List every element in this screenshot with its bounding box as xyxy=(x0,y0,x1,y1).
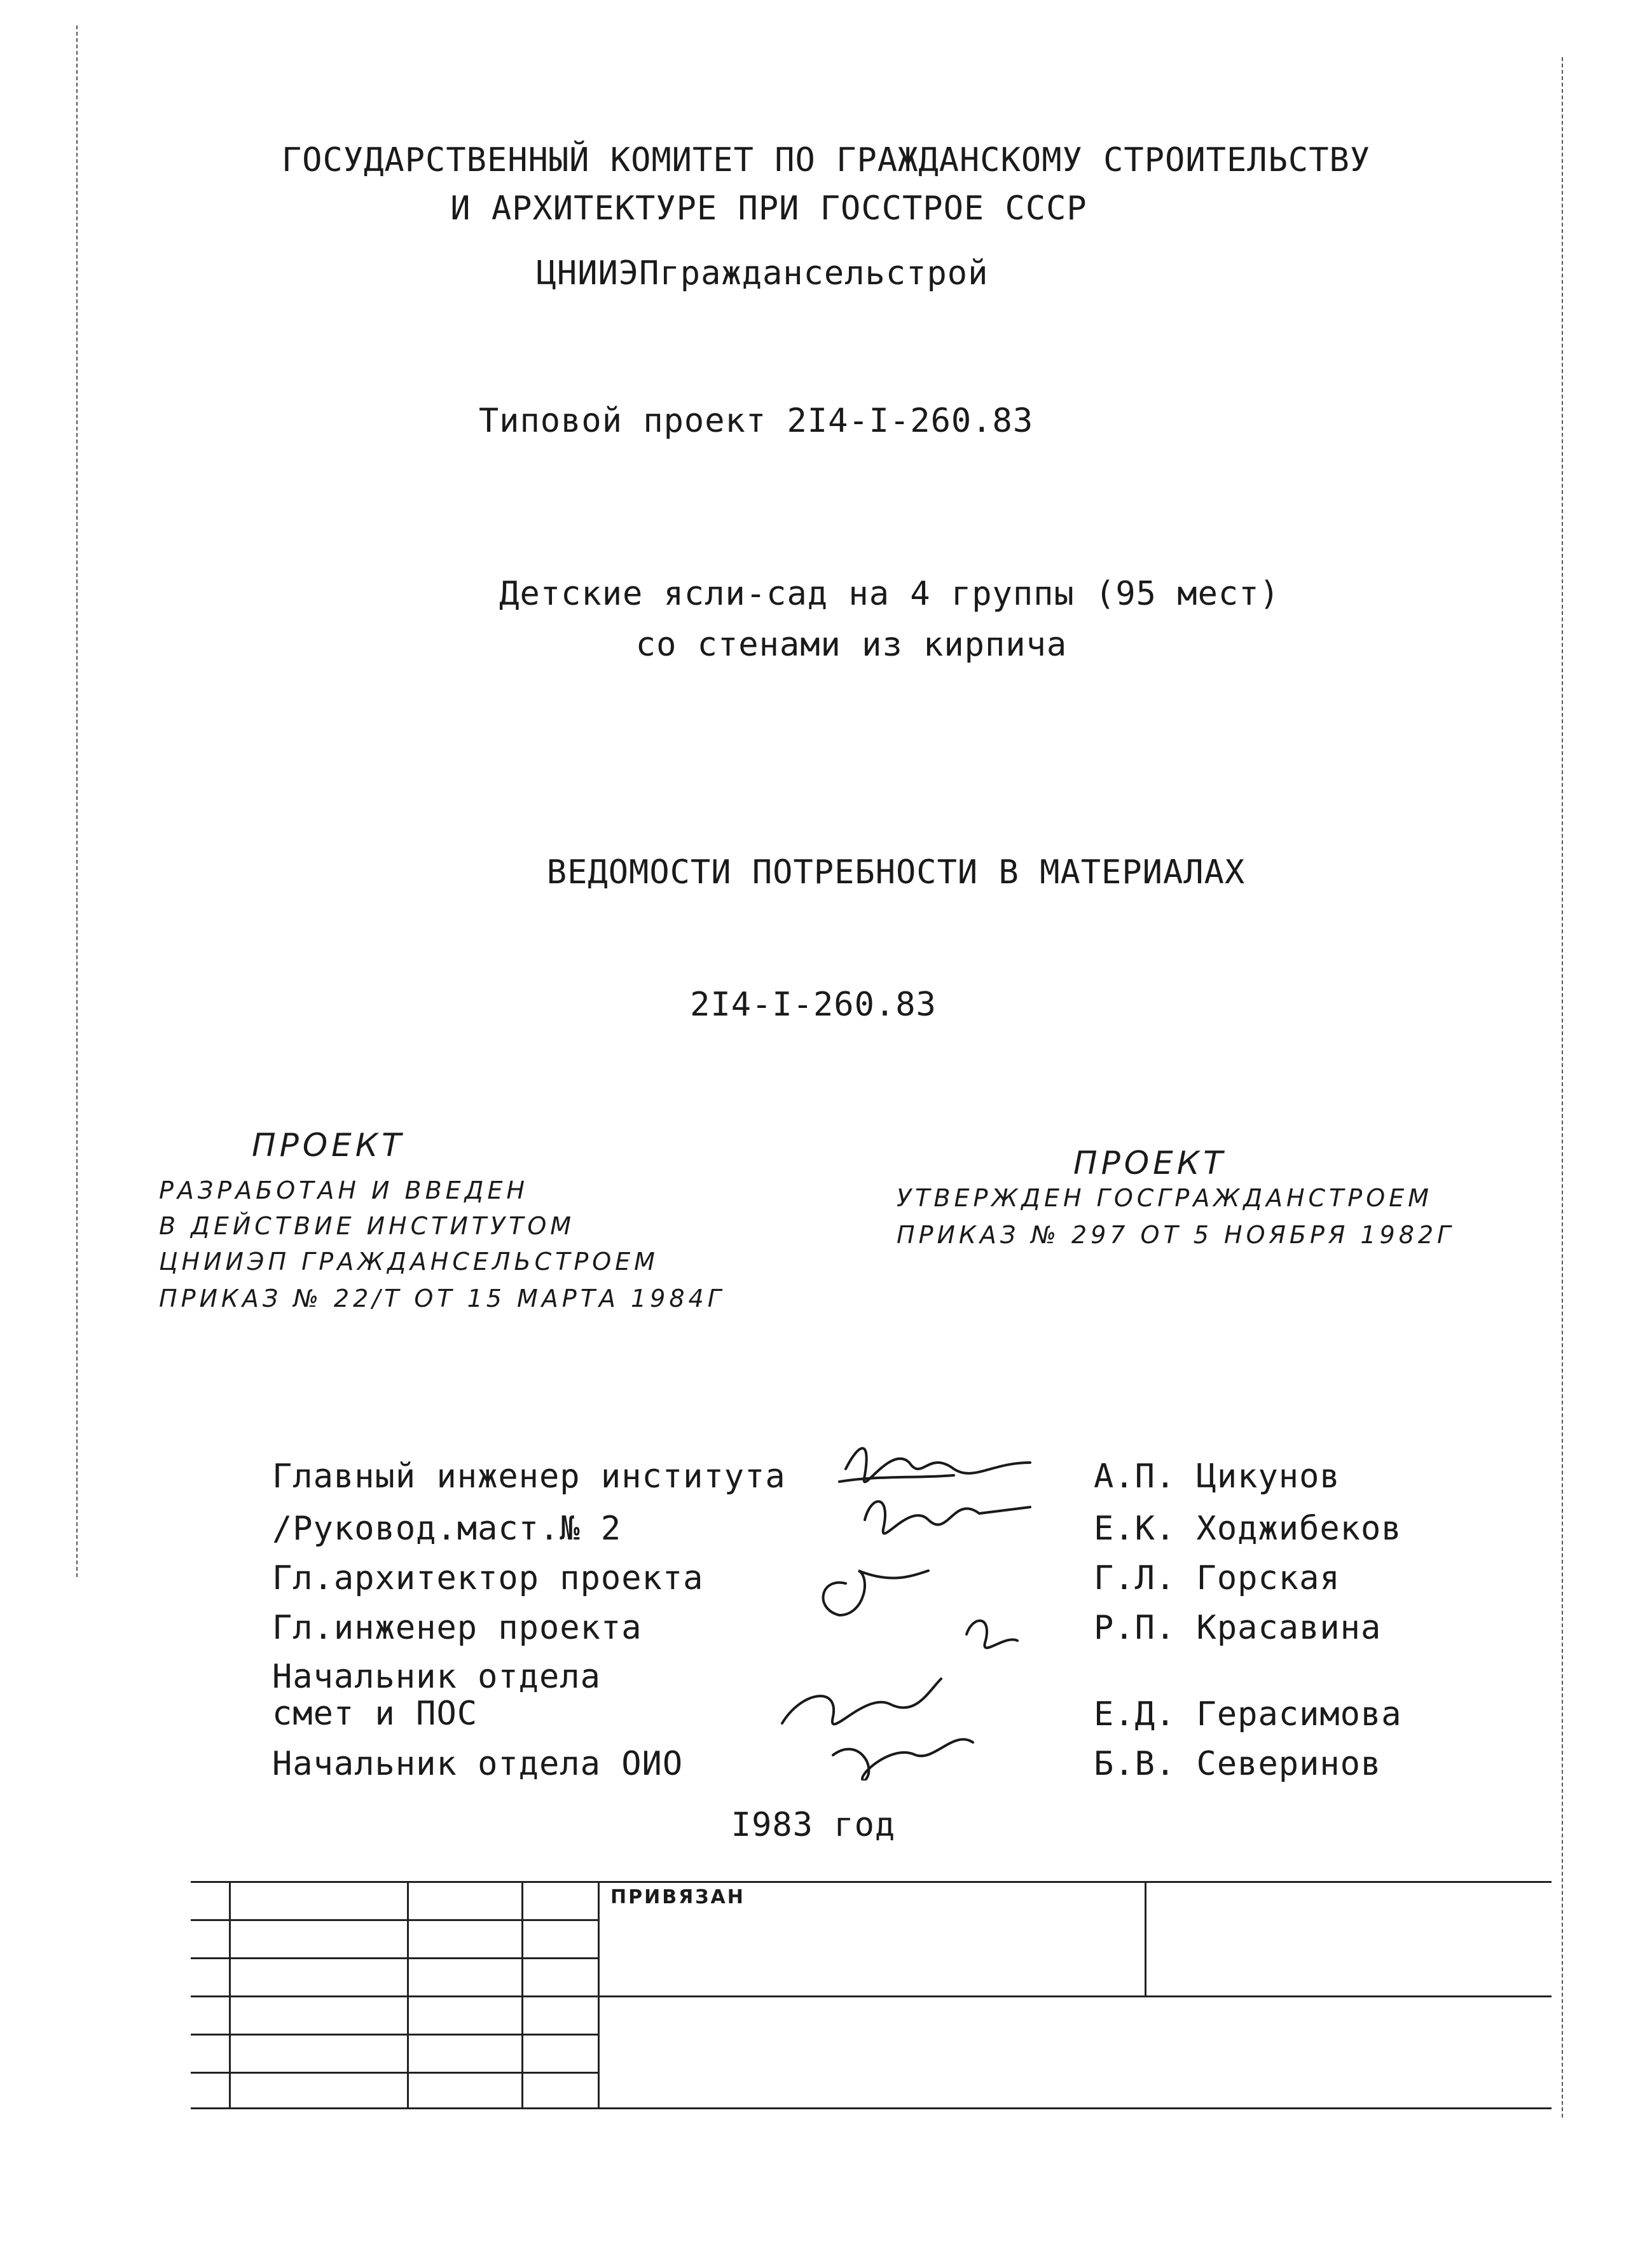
right-stamp-heading: ПРОЕКТ xyxy=(1073,1145,1227,1182)
project-code: 2I4-I-260.83 xyxy=(690,986,937,1024)
signature-scribbles xyxy=(763,1424,1094,1781)
institute-name: ЦНИИЭПгражданcельстрой xyxy=(536,254,989,293)
signatory-position: Гл.архитектор проекта xyxy=(272,1559,704,1597)
signatory-position: /Руковод.маст.№ 2 xyxy=(272,1510,622,1548)
left-stamp-line: РАЗРАБОТАН И ВВЕДЕН xyxy=(159,1176,528,1204)
signatory-name: А.П. Цикунов xyxy=(1094,1457,1340,1496)
signatory-position: Гл.инженер проекта xyxy=(272,1609,642,1647)
project-type-label: Типовой проект 2I4-I-260.83 xyxy=(478,402,1034,440)
year: I983 год xyxy=(731,1806,896,1844)
project-name-line-2: со стенами из кирпича xyxy=(635,626,1068,664)
table-line xyxy=(191,2072,598,2074)
left-stamp-heading: ПРОЕКТ xyxy=(252,1127,405,1164)
table-line xyxy=(1145,1881,1146,1997)
table-line xyxy=(191,1995,1552,1997)
signatory-name: Е.К. Ходжибеков xyxy=(1094,1510,1402,1548)
table-line xyxy=(191,1881,1552,1883)
signatory-name: Р.П. Красавина xyxy=(1094,1609,1382,1647)
signatory-name: Е.Д. Герасимова xyxy=(1094,1695,1402,1733)
committee-line-1: ГОСУДАРСТВЕННЫЙ КОМИТЕТ ПО ГРАЖДАНСКОМУ СТРОИТЕЛЬСТВУ xyxy=(281,141,1371,179)
table-line xyxy=(521,1881,523,2109)
section-title: ВЕДОМОСТИ ПОТРЕБНОСТИ В МАТЕРИАЛАХ xyxy=(546,853,1246,892)
table-line xyxy=(191,1957,598,1959)
table-line xyxy=(191,2107,1552,2109)
project-name-line-1: Детские ясли-сад на 4 группы (95 мест) xyxy=(499,575,1280,613)
table-line xyxy=(598,1881,600,2109)
table-line xyxy=(407,1881,409,2109)
linked-label: ПРИВЯЗАН xyxy=(610,1886,745,1908)
table-line xyxy=(229,1881,231,2109)
table-line xyxy=(191,1919,598,1921)
left-stamp-line: ПРИКАЗ № 22/Т ОТ 15 МАРТА 1984Г xyxy=(159,1285,725,1313)
left-stamp-line: ЦНИИЭП ГРАЖДАНCЕЛЬСТРОЕМ xyxy=(159,1248,659,1276)
committee-line-2: И АРХИТЕКТУРЕ ПРИ ГОССТРОЕ СССР xyxy=(450,189,1087,228)
signatory-name: Б.В. Северинов xyxy=(1094,1745,1382,1783)
signatory-position: Главный инженер института xyxy=(272,1457,786,1496)
title-block-table xyxy=(191,1881,1552,2110)
right-stamp-line: УТВЕРЖДЕН ГОСГРАЖДАНСТРОЕМ xyxy=(897,1184,1433,1212)
table-line xyxy=(191,2034,598,2036)
right-stamp-line: ПРИКАЗ № 297 ОТ 5 НОЯБРЯ 1982Г xyxy=(897,1221,1455,1249)
signatory-position: Начальник отдела ОИО xyxy=(272,1745,684,1783)
signatory-position: Начальник отдела смет и ПОС xyxy=(272,1658,601,1733)
signatory-name: Г.Л. Горская xyxy=(1094,1559,1340,1597)
left-stamp-line: В ДЕЙСТВИЕ ИНСТИТУТОМ xyxy=(159,1212,575,1240)
